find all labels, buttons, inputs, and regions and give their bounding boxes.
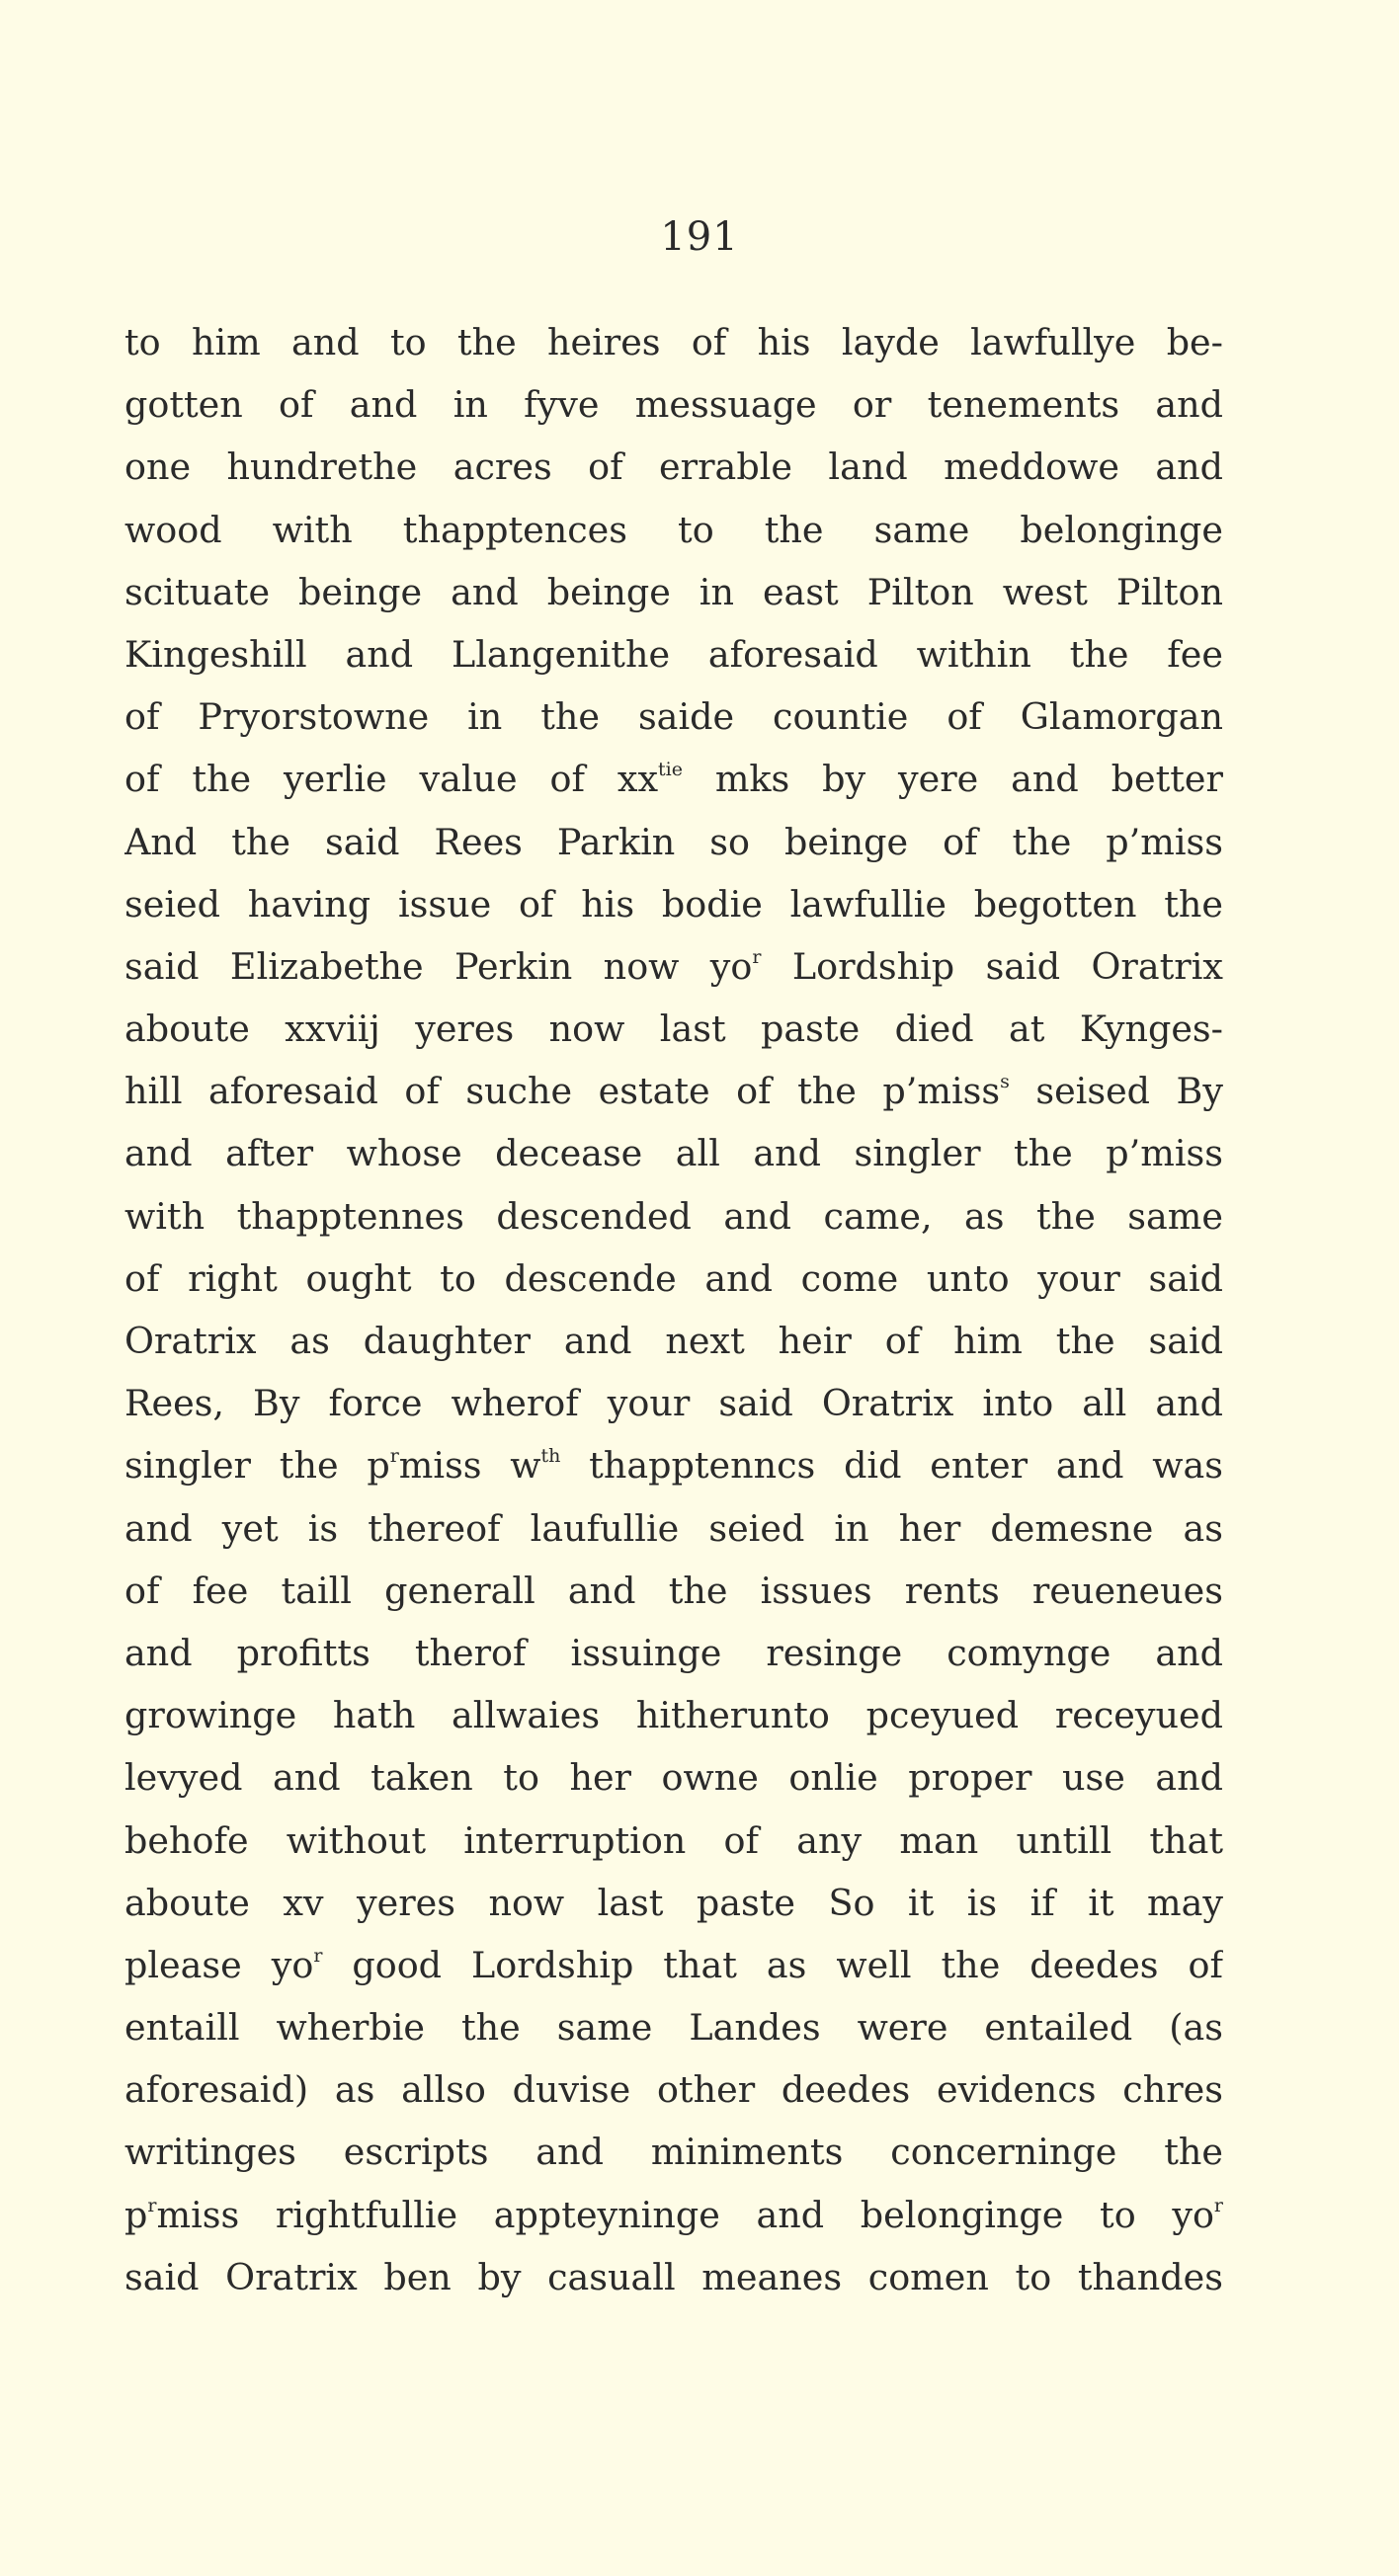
- text-line: of fee taill generall and the issues rents reueneues: [124, 1569, 1223, 1612]
- text-line: aforesaid) as allso duvise other deedes evidencs chres: [124, 2068, 1223, 2112]
- text-line: of the yerlie value of $xx^{tie}$ mks by yere and better: [124, 758, 1223, 801]
- text-line: gotten of and in fyve messuage or tenements and: [124, 383, 1223, 427]
- text-line: aboute xv yeres now last paste So it is if it may: [124, 1881, 1223, 1924]
- text-line: growinge hath allwaies hitherunto pceyued receyued: [124, 1694, 1223, 1737]
- text-line: wood with thapptences to the same belonginge: [124, 508, 1223, 551]
- text-line: $p^rmiss$ rightfullie appteyninge and belonginge to $yo^r$: [124, 2193, 1223, 2236]
- body-text: [124, 311, 1223, 2308]
- text-line: Rees, By force wherof your said Oratrix into all and: [124, 1382, 1223, 1425]
- text-line: with thapptennes descended and came, as the same: [124, 1194, 1223, 1238]
- text-line: to him and to the heires of his layde lawfullye be-: [124, 321, 1223, 363]
- text-line: hill aforesaid of suche estate of the p’miss$^s$ seised By: [124, 1070, 1223, 1113]
- page-number: 191: [660, 214, 739, 260]
- text-line: and after whose decease all and singler the p’miss: [124, 1132, 1223, 1175]
- text-line: levyed and taken to her owne onlie proper use and: [124, 1756, 1223, 1800]
- text-line: scituate beinge and beinge in east Pilton west Pilton: [124, 570, 1223, 613]
- text-line: aboute xxviij yeres now last paste died at Kynges-: [124, 1007, 1223, 1051]
- text-line: of right ought to descende and come unto your said: [124, 1256, 1223, 1300]
- text-line: said Oratrix ben by casuall meanes comen to thandes: [124, 2255, 1223, 2298]
- text-line: and yet is thereof laufullie seied in her demesne as: [124, 1506, 1223, 1550]
- text-line: one hundrethe acres of errable land meddowe and: [124, 445, 1223, 489]
- text-line: singler the $p^rmiss$ $w^{th}$ thapptenncs did enter and was: [124, 1444, 1223, 1488]
- text-line: and profitts therof issuinge resinge comynge and: [124, 1631, 1223, 1674]
- text-line: Oratrix as daughter and next heir of him the said: [124, 1320, 1223, 1362]
- text-line: please $yo^r$ good Lordship that as well the deedes of: [124, 1943, 1223, 1986]
- text-line: seied having issue of his bodie lawfullie begotten the: [124, 882, 1223, 926]
- text-line: Kingeshill and Llangenithe aforesaid within the fee: [124, 632, 1223, 676]
- text-line: And the said Rees Parkin so beinge of the p’miss: [124, 820, 1223, 863]
- text-line: entaill wherbie the same Landes were entailed (as: [124, 2006, 1223, 2050]
- text-line: behofe without interruption of any man untill that: [124, 1818, 1223, 1862]
- text-line: of Pryorstowne in the saide countie of Glamorgan: [124, 695, 1223, 739]
- text-line: said Elizabethe Perkin now $yo^r$ Lordship said Oratrix: [124, 944, 1223, 988]
- text-line: writinges escripts and miniments concerninge the: [124, 2131, 1223, 2174]
